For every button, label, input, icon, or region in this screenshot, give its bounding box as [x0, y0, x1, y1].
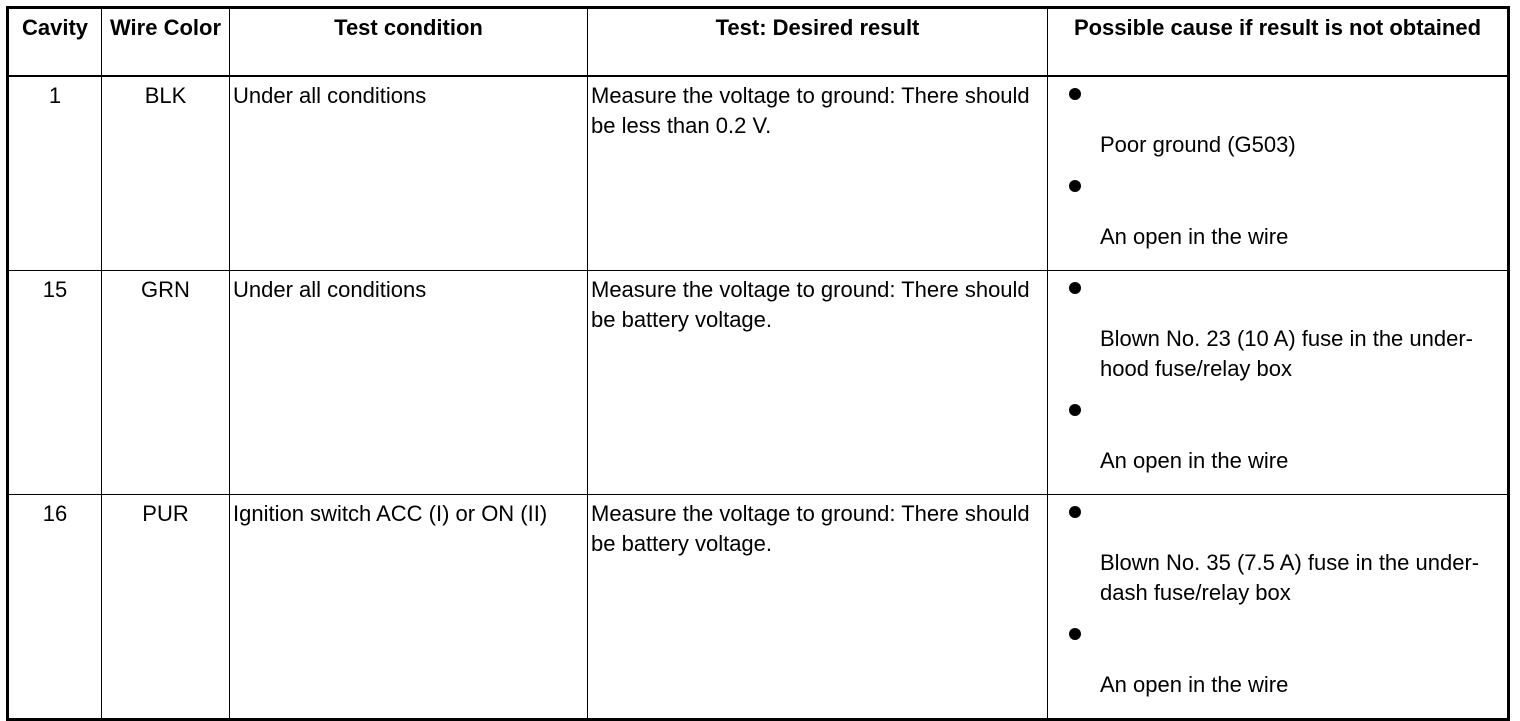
bullet-icon — [1069, 88, 1081, 100]
test-condition-cell: Under all conditions — [230, 271, 588, 495]
desired-result-cell: Measure the voltage to ground: There should be less than 0.2 V. — [588, 76, 1048, 271]
bullet-icon — [1069, 506, 1081, 518]
header-possible-cause: Possible cause if result is not obtained — [1048, 8, 1509, 77]
cavity-cell: 16 — [8, 495, 102, 720]
possible-cause-cell — [1048, 495, 1509, 720]
test-condition-cell: Under all conditions — [230, 76, 588, 271]
cavity-cell: 1 — [8, 76, 102, 271]
header-test-condition: Test condition — [230, 8, 588, 77]
cause-text: An open in the wire — [1100, 224, 1289, 249]
cause-text: An open in the wire — [1100, 672, 1289, 697]
wire-color-cell: BLK — [102, 76, 230, 271]
cause-item — [1048, 180, 1507, 252]
table-row — [8, 271, 1509, 495]
cause-text: Poor ground (G503) — [1100, 132, 1296, 157]
cause-text: An open in the wire — [1100, 448, 1289, 473]
test-condition-cell: Ignition switch ACC (I) or ON (II) — [230, 495, 588, 720]
cause-item — [1048, 506, 1507, 608]
desired-result-cell: Measure the voltage to ground: There should be battery voltage. — [588, 495, 1048, 720]
header-desired-result: Test: Desired result — [588, 8, 1048, 77]
header-cavity: Cavity — [8, 8, 102, 77]
cause-item — [1048, 282, 1507, 384]
cause-text: Blown No. 35 (7.5 A) fuse in the under-dash fuse/relay box — [1100, 550, 1480, 605]
cavity-cell: 15 — [8, 271, 102, 495]
bullet-icon — [1069, 180, 1081, 192]
cause-item — [1048, 88, 1507, 160]
cause-text: Blown No. 23 (10 A) fuse in the under-hood fuse/relay box — [1100, 326, 1473, 381]
wire-color-cell: PUR — [102, 495, 230, 720]
bullet-icon — [1069, 628, 1081, 640]
desired-result-cell: Measure the voltage to ground: There should be battery voltage. — [588, 271, 1048, 495]
table-row — [8, 76, 1509, 271]
connector-test-table — [6, 6, 1510, 721]
possible-cause-cell — [1048, 76, 1509, 271]
wire-color-cell: GRN — [102, 271, 230, 495]
bullet-icon — [1069, 404, 1081, 416]
table-row — [8, 495, 1509, 720]
possible-cause-cell — [1048, 271, 1509, 495]
cause-item — [1048, 404, 1507, 476]
table-header-row — [8, 8, 1509, 77]
bullet-icon — [1069, 282, 1081, 294]
header-wire-color: Wire Color — [102, 8, 230, 77]
cause-item — [1048, 628, 1507, 700]
